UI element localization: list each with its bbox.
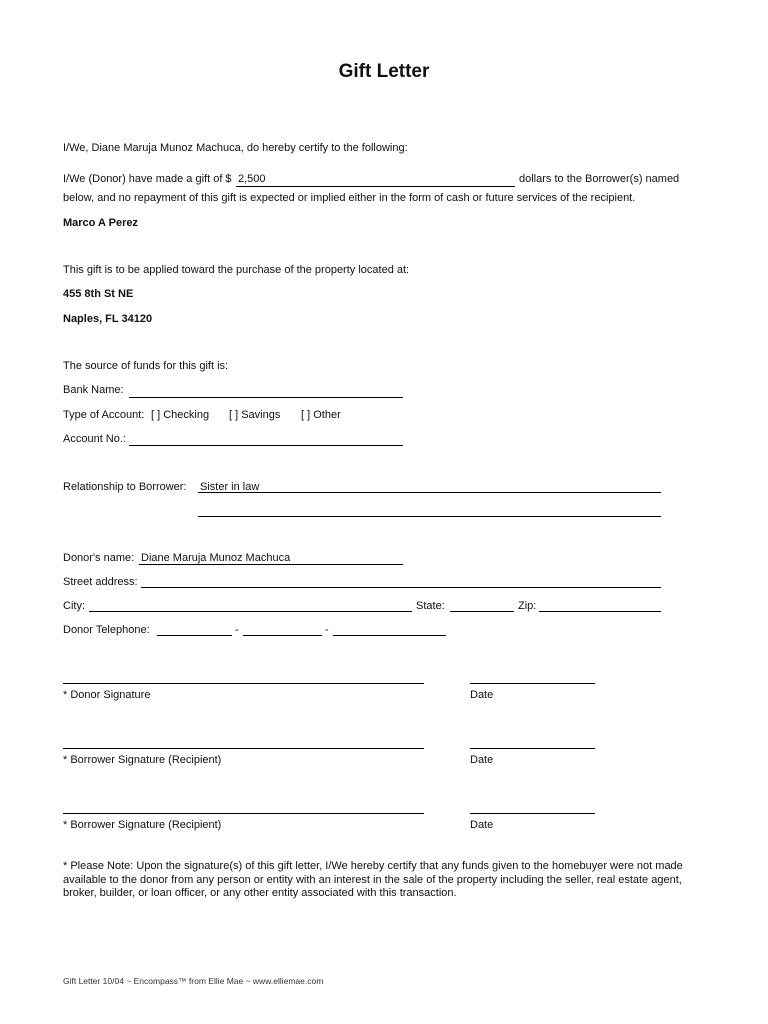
account-no-underline [129,445,403,446]
bank-name-underline [129,397,403,398]
borrower-date-line-2[interactable] [470,813,595,814]
borrower-date-label-1: Date [470,754,494,766]
street-underline [141,587,661,588]
borrower-signature-line-2[interactable] [63,813,424,814]
zip-underline [539,611,661,612]
gift-amount-value[interactable]: 2,500 [238,173,266,185]
page-footer [63,976,323,986]
checkbox-savings[interactable]: [ ] Savings [229,409,281,421]
phone-separator-2: - [325,624,329,636]
state-label: State: [416,600,445,612]
donor-signature-label: * Donor Signature [63,689,151,701]
borrower-date-label-2: Date [470,819,494,831]
phone-line-underline[interactable] [333,635,446,636]
account-type-label: Type of Account: [63,409,145,421]
donor-date-label: Date [470,689,494,701]
donor-signature-line[interactable] [63,683,424,684]
relationship-label: Relationship to Borrower: [63,481,187,493]
checkbox-other[interactable]: [ ] Other [301,409,341,421]
gift-suffix: dollars to the Borrower(s) named [519,173,680,185]
property-address-line-1: 455 8th St NE [63,288,134,300]
account-no-label: Account No.: [63,433,126,445]
certify-line: I/We, Diane Maruja Munoz Machuca, do hereby certify to the following: [63,142,408,154]
gift-amount-underline [236,186,515,187]
state-underline [450,611,514,612]
donor-name-value[interactable]: Diane Maruja Munoz Machuca [141,552,291,564]
phone-label: Donor Telephone: [63,624,150,636]
city-underline [89,611,412,612]
property-address-line-2: Naples, FL 34120 [63,313,153,325]
property-intro: This gift is to be applied toward the purchase of the property located at: [63,264,410,276]
phone-separator-1: - [235,624,239,636]
borrower-signature-label-1: * Borrower Signature (Recipient) [63,754,222,766]
donor-date-line[interactable] [470,683,595,684]
borrower-name: Marco A Perez [63,217,138,229]
bank-name-label: Bank Name: [63,384,124,396]
footer-text: Gift Letter 10/04 ~ Encompass™ from Ellie Mae ~ [63,976,253,986]
donor-name-underline [139,564,403,565]
phone-area-underline[interactable] [157,635,232,636]
document-title: Gift Letter [338,61,430,82]
please-note-paragraph: * Please Note: Upon the signature(s) of this gift letter, I/We hereby certify that any funds given to the homebuyer were not made available to the donor from any person or entity with an interest in the sale of the property including the seller, real estate agent, broker, builder, or loan officer, or any other entity associated with this transaction. [63,860,683,899]
source-intro: The source of funds for this gift is: [63,360,229,372]
relationship-underline-1 [198,492,661,493]
borrower-signature-label-2: * Borrower Signature (Recipient) [63,819,222,831]
borrower-date-line-1[interactable] [470,748,595,749]
city-label: City: [63,600,85,612]
checkbox-checking[interactable]: [ ] Checking [151,409,210,421]
borrower-signature-line-1[interactable] [63,748,424,749]
phone-prefix-underline[interactable] [243,635,322,636]
zip-label: Zip: [518,600,537,612]
street-label: Street address: [63,576,138,588]
repayment-line: below, and no repayment of this gift is expected or implied either in the form of cash or future services of the recipient. [63,192,636,204]
relationship-value[interactable]: Sister in law [200,481,260,493]
footer-link[interactable]: www.elliemae.com [252,976,324,986]
relationship-underline-2 [198,516,661,517]
gift-prefix: I/We (Donor) have made a gift of $ [63,173,232,185]
donor-name-label: Donor's name: [63,552,135,564]
